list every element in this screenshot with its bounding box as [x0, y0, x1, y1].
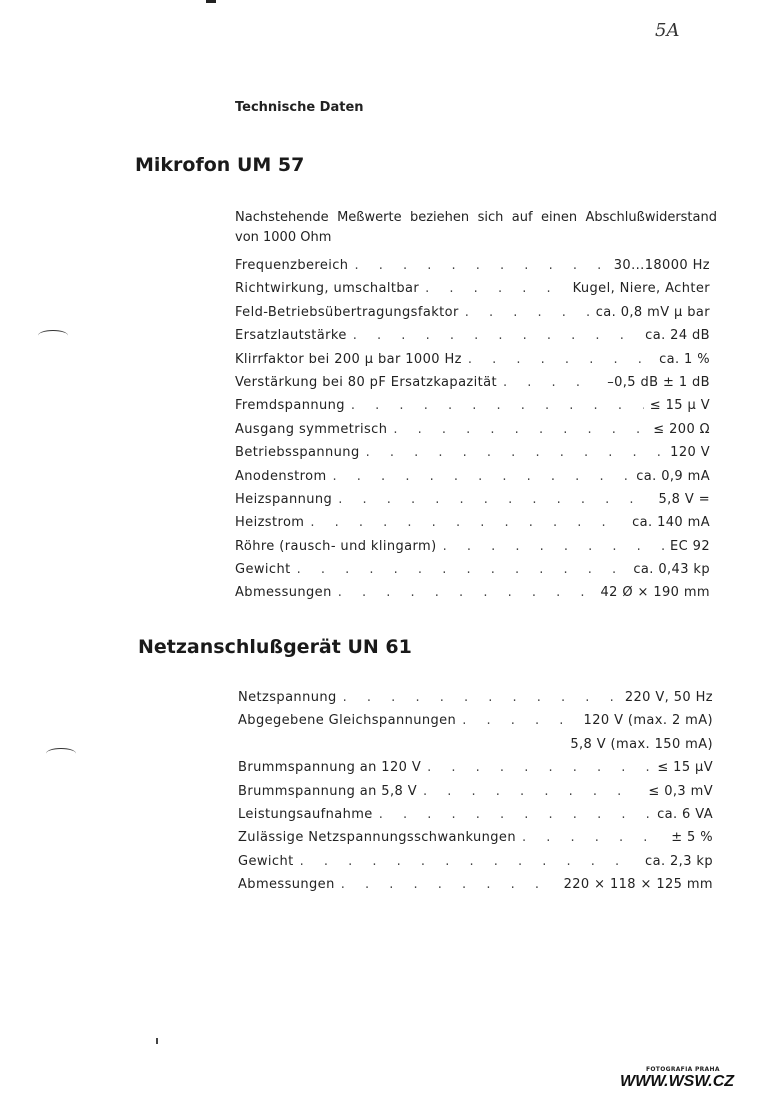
spec-value: ca. 140 mA: [632, 515, 710, 531]
watermark-url: WWW.WSW.CZ: [620, 1073, 735, 1090]
section-title-netzanschluss: Netzanschlußgerät UN 61: [138, 636, 412, 658]
dot-leader: [503, 375, 601, 390]
margin-punch-mark: [46, 748, 76, 759]
spec-value: 220 V, 50 Hz: [624, 690, 713, 705]
dot-leader: [338, 585, 595, 600]
spec-label: Betriebsspannung: [235, 445, 360, 461]
dot-leader: [338, 492, 652, 507]
spec-label: Zulässige Netzspannungsschwankungen: [238, 830, 516, 846]
spec-value: ca. 0,9 mA: [636, 468, 710, 484]
spec-label: Ausgang symmetrisch: [235, 421, 388, 437]
spec-value: ± 5 %: [671, 830, 713, 846]
spec-value: ca. 0,8 mV µ bar: [595, 304, 710, 320]
dot-leader: [297, 562, 628, 577]
page-heading: Technische Daten: [235, 100, 364, 115]
spec-row: [235, 515, 710, 538]
spec-row: [238, 877, 713, 900]
spec-label: Anodenstrom: [235, 468, 327, 484]
spec-label: Brummspannung an 120 V: [238, 760, 422, 776]
spec-row: [235, 352, 710, 375]
spec-label: Leistungsaufnahme: [238, 806, 373, 822]
spec-row: [235, 375, 710, 398]
spec-value: ca. 2,3 kp: [645, 853, 713, 869]
spec-label: Frequenzbereich: [235, 258, 349, 273]
dot-leader: [425, 281, 566, 296]
spec-label: Richtwirkung, umschaltbar: [235, 281, 420, 297]
spec-row: [238, 760, 713, 783]
section-intro-mikrofon: Nachstehende Meßwerte beziehen sich auf einen Abschlußwiderstand von 1000 Ohm: [235, 210, 717, 245]
spec-value: ca. 1 %: [659, 351, 710, 367]
dot-leader: [341, 877, 558, 892]
spec-value: ≤ 15 µ V: [649, 398, 710, 414]
dot-leader: [393, 422, 647, 437]
spec-value: 120 V: [670, 445, 710, 461]
spec-table-netzanschluss: [238, 690, 713, 901]
spec-row: [235, 585, 710, 608]
dot-leader: [366, 445, 665, 460]
spec-value: ca. 24 dB: [645, 328, 710, 344]
spec-row: [235, 281, 710, 304]
spec-row: [235, 422, 710, 445]
spec-value: 30...18000 Hz: [613, 258, 710, 273]
spec-value: 5,8 V (max. 150 mA): [570, 736, 713, 752]
spec-row: [235, 492, 710, 515]
spec-value: 120 V (max. 2 mA): [583, 713, 713, 729]
spec-row: [235, 305, 710, 328]
spec-label: Feld-Betriebsübertragungsfaktor: [235, 304, 459, 320]
spec-row: [238, 690, 713, 713]
dot-leader: [468, 352, 653, 367]
spec-value: ca. 0,43 kp: [633, 562, 710, 578]
spec-row: [238, 807, 713, 830]
spec-value: 5,8 V =: [658, 491, 710, 507]
dot-leader: [343, 690, 619, 705]
spec-label: Abmessungen: [238, 877, 335, 893]
dot-leader: [379, 807, 651, 822]
dot-leader: [353, 328, 639, 343]
spec-label: Netzspannung: [238, 690, 337, 705]
spec-row: [235, 562, 710, 585]
spec-label: Verstärkung bei 80 pF Ersatzkapazität: [235, 374, 498, 390]
dot-leader: [427, 760, 651, 775]
spec-label: Heizstrom: [235, 515, 305, 531]
margin-punch-mark: [38, 330, 68, 341]
spec-row: [235, 398, 710, 421]
spec-value: ≤ 0,3 mV: [648, 783, 713, 799]
handwritten-page-number: 5A: [655, 20, 680, 41]
photo-credit: FOTOGRAFIA PRAHA: [646, 1066, 720, 1073]
spec-label: Klirrfaktor bei 200 µ bar 1000 Hz: [235, 351, 462, 367]
dot-leader: [351, 398, 644, 413]
spec-label: Gewicht: [238, 853, 294, 869]
spec-value: 42 Ø × 190 mm: [600, 585, 710, 601]
spec-row: [238, 737, 713, 760]
dot-leader: [465, 305, 590, 320]
dot-leader: [462, 713, 577, 728]
spec-label: Fremdspannung: [235, 398, 345, 414]
spec-label: Röhre (rausch- und klingarm): [235, 538, 437, 554]
dot-leader: [300, 854, 639, 869]
spec-row: [238, 830, 713, 853]
dot-leader: [423, 784, 642, 799]
spec-label: Abgegebene Gleichspannungen: [238, 713, 457, 729]
spec-row: [235, 469, 710, 492]
dot-leader: [333, 469, 631, 484]
spec-value: EC 92: [670, 538, 710, 554]
dot-leader: [354, 258, 607, 273]
spec-value: ≤ 200 Ω: [653, 421, 710, 437]
spec-table-mikrofon: [235, 258, 710, 609]
spec-row: [235, 539, 710, 562]
stray-mark: [156, 1038, 158, 1044]
spec-row: [235, 445, 710, 468]
dot-leader: [522, 830, 665, 845]
spec-value: ca. 6 VA: [657, 806, 713, 822]
spec-value: 220 × 118 × 125 mm: [563, 877, 713, 893]
page-edge-mark: [206, 0, 216, 3]
spec-label: Heizspannung: [235, 491, 333, 507]
spec-value: ≤ 15 µV: [657, 760, 713, 776]
spec-label: Brummspannung an 5,8 V: [238, 783, 417, 799]
spec-row: [235, 258, 710, 281]
spec-label: Abmessungen: [235, 585, 332, 601]
spec-row: [238, 713, 713, 736]
spec-row: [238, 854, 713, 877]
dot-leader: [310, 515, 626, 530]
spec-row: [235, 328, 710, 351]
spec-value: Kugel, Niere, Achter: [572, 281, 710, 297]
dot-leader: [443, 539, 664, 554]
spec-value: –0,5 dB ± 1 dB: [607, 374, 710, 390]
spec-label: Ersatzlautstärke: [235, 328, 347, 344]
spec-label: Gewicht: [235, 562, 291, 578]
section-title-mikrofon: Mikrofon UM 57: [135, 154, 305, 176]
spec-row: [238, 784, 713, 807]
